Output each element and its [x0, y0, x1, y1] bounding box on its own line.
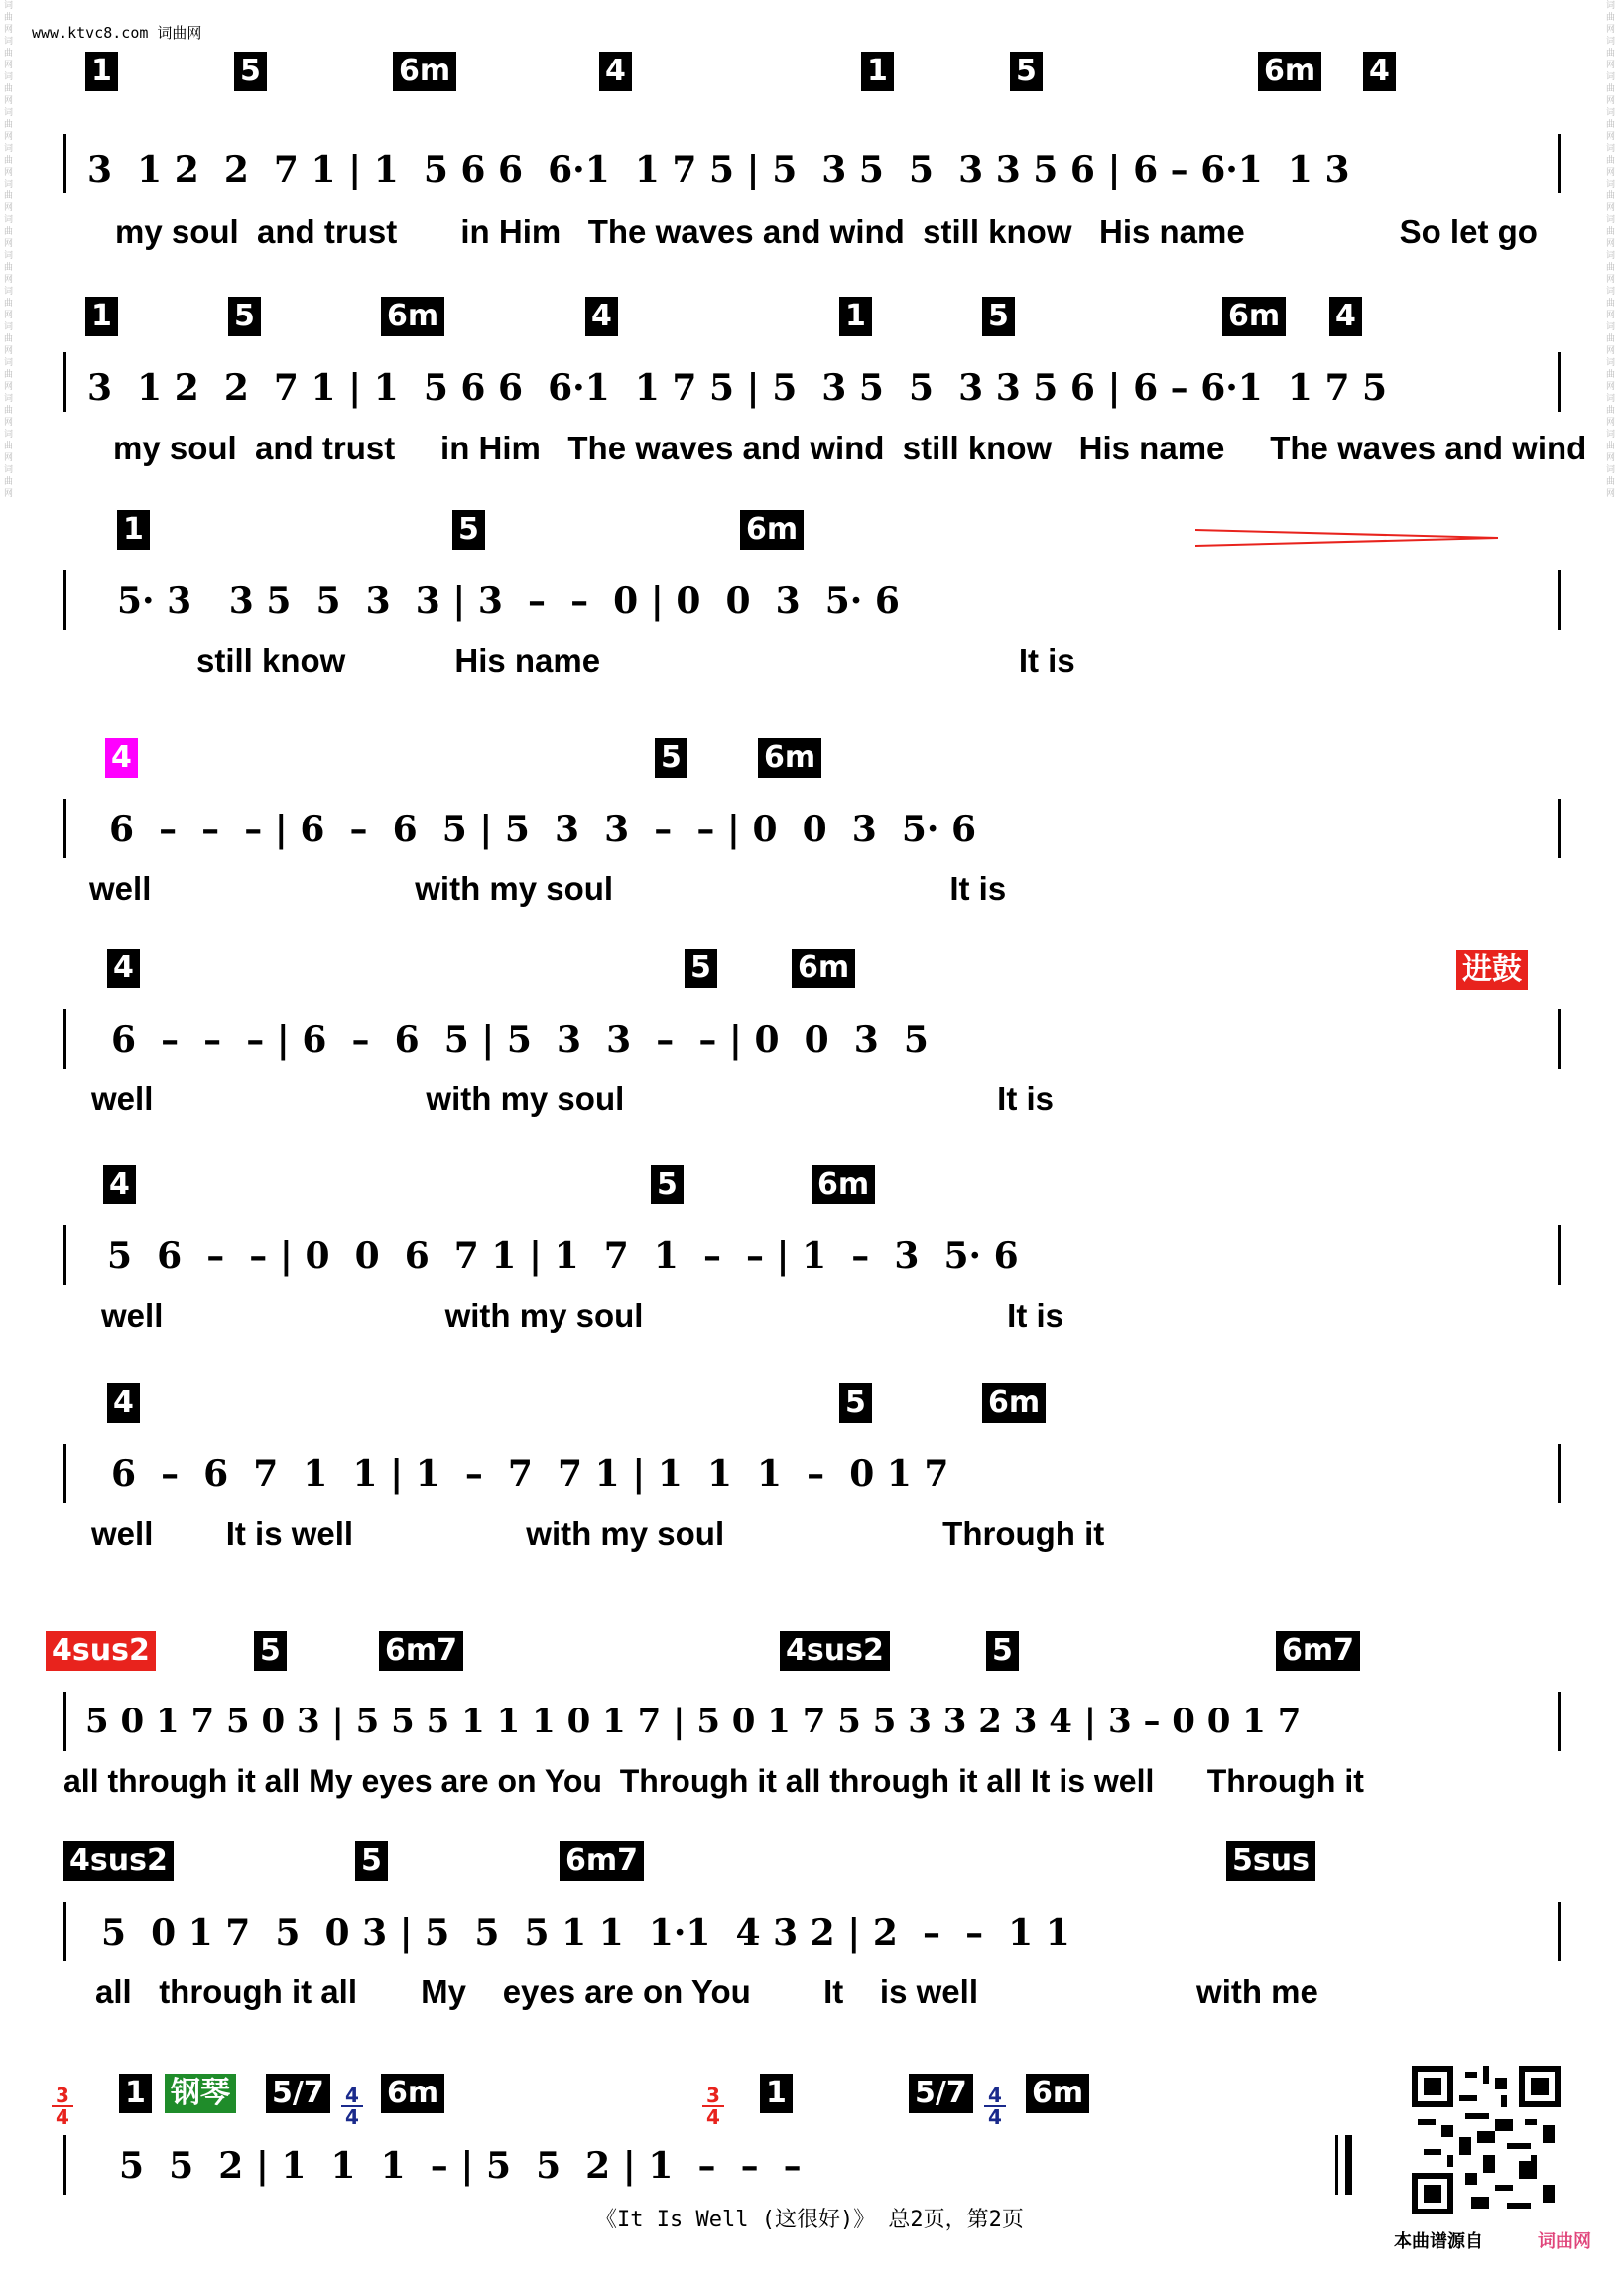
chord-label: 5sus: [1226, 1841, 1315, 1881]
chord-label: 6m: [1026, 2074, 1089, 2113]
chord-label: 5: [982, 297, 1015, 336]
barline: [63, 1902, 66, 1961]
chord-label: 1: [760, 2074, 793, 2113]
site-watermark: www.ktvc8.com 词曲网: [32, 24, 202, 42]
notation-line: 5 0 1 7 5 0 3 | 5 5 5 1 1 1 0 1 7 | 5 0 1 7 5 5 3 3 2 3 4 | 3 – 0 0 1 7: [85, 1702, 1302, 1741]
time-signature: 3 4: [702, 2086, 724, 2127]
lyric-line: well with my soul It is: [101, 1297, 1064, 1333]
chord-label: 4: [1329, 297, 1362, 336]
chord-label: 5/7: [909, 2074, 973, 2113]
chord-label: 4: [599, 52, 632, 91]
notation-line: 3 1 2 2 7 1 | 1 5 6 6 6·1 1 7 5 | 5 3 5 5 3 3 5 6 | 6 – 6·1 1 3: [87, 149, 1350, 190]
chord-label: 5: [839, 1383, 872, 1423]
barline: [63, 1444, 66, 1503]
barline: [1558, 570, 1561, 630]
barline: [1558, 1444, 1561, 1503]
notation-line: 3 1 2 2 7 1 | 1 5 6 6 6·1 1 7 5 | 5 3 5 5 3 3 5 6 | 6 – 6·1 1 7 5: [87, 367, 1388, 409]
barline: [1558, 352, 1561, 412]
chord-label: 6m: [758, 738, 821, 778]
time-signature: 4 4: [984, 2086, 1006, 2127]
chord-label: 4: [1363, 52, 1396, 91]
lyric-line: my soul and trust in Him The waves and wind still know His name So let go: [115, 213, 1538, 250]
side-watermark-left: 词曲网词曲网词曲网词曲网词曲网词曲网词曲网词曲网词曲网词曲网词曲网词曲网词曲网词曲网: [4, 1, 14, 499]
chord-label: 1: [85, 297, 118, 336]
notation-line: 5 0 1 7 5 0 3 | 5 5 5 1 1 1·1 4 3 2 | 2 – – 1 1: [101, 1912, 1070, 1954]
lyric-line: all through it all My eyes are on You Through it all through it all It is well Through it: [63, 1763, 1364, 1799]
barline: [1558, 1902, 1561, 1961]
source-label: 本曲谱源自: [1394, 2231, 1483, 2252]
barline: [63, 352, 66, 412]
barline: [1558, 1009, 1561, 1069]
chord-label: 6m7: [1276, 1631, 1360, 1671]
instrument-label: 钢琴: [165, 2074, 236, 2113]
chord-label: 6m: [740, 510, 804, 550]
side-watermark-right: 词曲网词曲网词曲网词曲网词曲网词曲网词曲网词曲网词曲网词曲网词曲网词曲网词曲网词曲网: [1606, 1, 1616, 499]
brand-link[interactable]: 词曲网: [1538, 2231, 1591, 2252]
chord-label: 4: [103, 1165, 136, 1204]
final-barline-thin: [1335, 2135, 1338, 2195]
chord-label: 5: [228, 297, 261, 336]
chord-label: 4sus2: [780, 1631, 890, 1671]
barline: [63, 134, 66, 193]
time-signature: 3 4: [52, 2086, 73, 2127]
barline: [1558, 799, 1561, 858]
chord-label: 5: [651, 1165, 684, 1204]
notation-line: 6 – 6 7 1 1 | 1 – 7 7 1 | 1 1 1 – 0 1 7: [111, 1454, 949, 1495]
barline: [63, 1692, 66, 1751]
notation-line: 5 6 – – | 0 0 6 7 1 | 1 7 1 – – | 1 – 3 5· 6: [107, 1235, 1019, 1277]
chord-label: 6m7: [379, 1631, 463, 1671]
chord-label: 6m7: [560, 1841, 644, 1881]
chord-label: 6m: [381, 2074, 444, 2113]
chord-label: 6m: [1258, 52, 1321, 91]
barline: [63, 570, 66, 630]
chord-label: 5: [655, 738, 687, 778]
barline: [63, 799, 66, 858]
chord-label: 6m: [792, 949, 855, 988]
chord-label: 5: [1010, 52, 1043, 91]
chord-label: 1: [839, 297, 872, 336]
notation-line: 6 – – – | 6 – 6 5 | 5 3 3 – – | 0 0 3 5: [111, 1019, 929, 1061]
barline: [1558, 134, 1561, 193]
chord-label: 4: [107, 949, 140, 988]
time-signature: 4 4: [341, 2086, 363, 2127]
chord-label: 4sus2: [63, 1841, 174, 1881]
chord-label: 5: [452, 510, 485, 550]
lyric-line: well with my soul It is: [89, 870, 1007, 907]
chord-label: 5: [685, 949, 717, 988]
chord-label: 4: [107, 1383, 140, 1423]
lyric-line: well It is well with my soul Through it: [91, 1515, 1105, 1552]
notation-line: 6 – – – | 6 – 6 5 | 5 3 3 – – | 0 0 3 5· 6: [109, 809, 977, 850]
notation-line: 5· 3 3 5 5 3 3 | 3 – – 0 | 0 0 3 5· 6: [117, 580, 900, 622]
chord-label: 6m: [982, 1383, 1046, 1423]
chord-label: 5: [234, 52, 267, 91]
chord-label: 1: [117, 510, 150, 550]
chord-label: 5: [986, 1631, 1019, 1671]
lyric-line: all through it all My eyes are on You It is well with me: [95, 1973, 1318, 2010]
chord-label: 6m: [393, 52, 456, 91]
barline: [63, 1009, 66, 1069]
chord-label: 4: [105, 738, 138, 778]
qr-code: [1412, 2066, 1561, 2214]
notation-line: 5 5 2 | 1 1 1 – | 5 5 2 | 1 – – –: [119, 2145, 802, 2187]
barline: [63, 2135, 66, 2195]
chord-label: 1: [861, 52, 894, 91]
final-barline-thick: [1345, 2135, 1352, 2195]
chord-label: 6m: [1222, 297, 1286, 336]
barline: [1558, 1692, 1561, 1751]
lyric-line: still know His name It is: [196, 642, 1075, 679]
chord-label: 4sus2: [46, 1631, 156, 1671]
lyric-line: my soul and trust in Him The waves and wind still know His name The waves and wind: [113, 430, 1587, 466]
lyric-line: well with my soul It is: [91, 1080, 1055, 1117]
drum-entry-marker: 进鼓: [1456, 950, 1528, 990]
chord-label: 5/7: [266, 2074, 330, 2113]
page-footer: 《It Is Well (这很好)》 总2页，第2页: [595, 2208, 1024, 2232]
barline: [63, 1225, 66, 1285]
decrescendo-mark: [1195, 526, 1503, 556]
barline: [1558, 1225, 1561, 1285]
chord-label: 1: [85, 52, 118, 91]
chord-label: 1: [119, 2074, 152, 2113]
chord-label: 6m: [381, 297, 444, 336]
chord-label: 4: [585, 297, 618, 336]
chord-label: 6m: [812, 1165, 875, 1204]
chord-label: 5: [254, 1631, 287, 1671]
chord-label: 5: [355, 1841, 388, 1881]
